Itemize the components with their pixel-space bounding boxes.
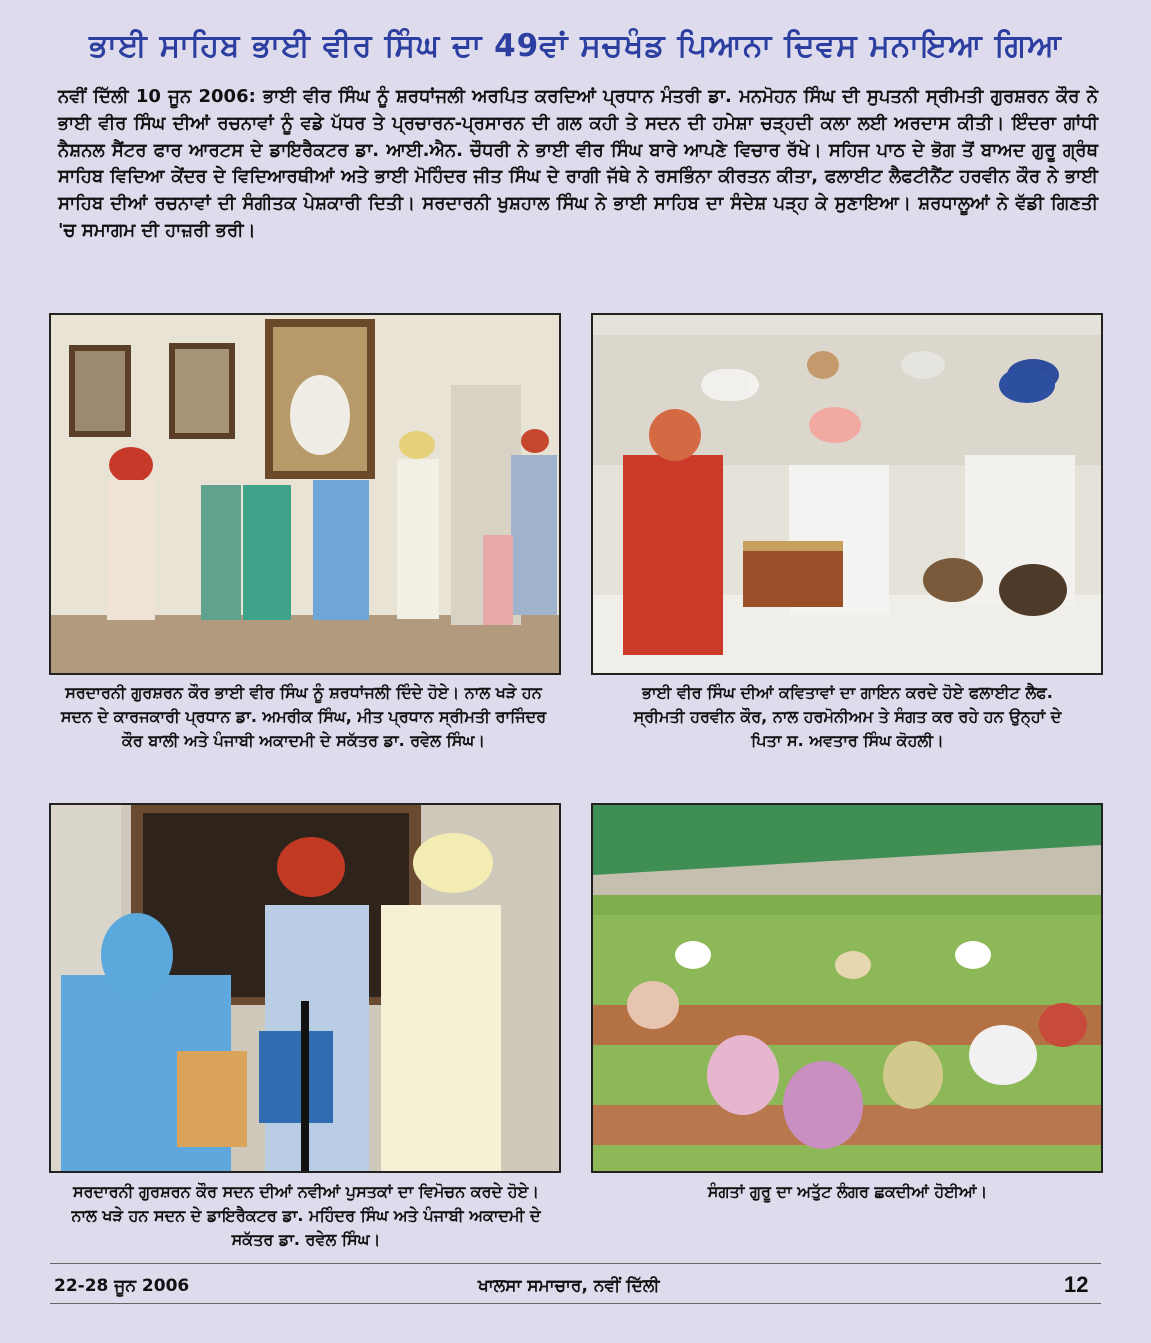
footer-rule-bottom xyxy=(50,1303,1101,1304)
photo-langar xyxy=(591,803,1103,1173)
photo-book-release xyxy=(49,803,561,1173)
footer-date: 22-28 ਜੂਨ 2006 xyxy=(54,1276,190,1296)
caption-langar: ਸੰਗਤਾਂ ਗੁਰੂ ਦਾ ਅਤੁੱਟ ਲੰਗਰ ਛਕਦੀਆਂ ਹੋਈਆਂ। xyxy=(707,1182,988,1201)
footer-rule-top xyxy=(50,1263,1101,1264)
caption-kirtan: ਭਾਈ ਵੀਰ ਸਿੰਘ ਦੀਆਂ ਕਵਿਤਾਵਾਂ ਦਾ ਗਾਇਨ ਕਰਦੇ ਹੋਏ ਫਲਾਈਟ ਲੈਫ. ਸ੍ਰੀਮਤੀ ਹਰਵੀਨ ਕੌਰ, ਨਾਲ ਹਰਮੋਨੀਅਮ ਤੇ ਸੰਗਤ ਕਰ ਰਹੇ ਹਨ ਉਨ੍ਹਾਂ ਦੇ ਪਿਤਾ ਸ. ਅਵਤਾਰ ਸਿੰਘ ਕੋਹਲੀ। xyxy=(633,683,1062,750)
footer-publication: ਖਾਲਸਾ ਸਮਾਚਾਰ, ਨਵੀਂ ਦਿੱਲੀ xyxy=(478,1276,660,1296)
page-number: 12 xyxy=(1064,1272,1089,1297)
photo-tribute xyxy=(49,313,561,675)
article-headline: ਭਾਈ ਸਾਹਿਬ ਭਾਈ ਵੀਰ ਸਿੰਘ ਦਾ 49ਵਾਂ ਸਚਖੰਡ ਪਿਆਨਾ ਦਿਵਸ ਮਨਾਇਆ ਗਿਆ xyxy=(89,28,1062,64)
caption-tribute: ਸਰਦਾਰਨੀ ਗੁਰਸ਼ਰਨ ਕੌਰ ਭਾਈ ਵੀਰ ਸਿੰਘ ਨੂੰ ਸ਼ਰਧਾਂਜਲੀ ਦਿੰਦੇ ਹੋਏ। ਨਾਲ ਖੜੇ ਹਨ ਸਦਨ ਦੇ ਕਾਰਜਕਾਰੀ ਪ੍ਰਧਾਨ ਡਾ. ਅਮਰੀਕ ਸਿੰਘ, ਮੀਤ ਪ੍ਰਧਾਨ ਸ੍ਰੀਮਤੀ ਰਾਜਿੰਦਰ ਕੌਰ ਬਾਲੀ ਅਤੇ ਪੰਜਾਬੀ ਅਕਾਦਮੀ ਦੇ ਸਕੱਤਰ ਡਾ. ਰਵੇਲ ਸਿੰਘ। xyxy=(60,683,547,750)
article-body: ਨਵੀਂ ਦਿੱਲੀ 10 ਜੂਨ 2006: ਭਾਈ ਵੀਰ ਸਿੰਘ ਨੂੰ ਸ਼ਰਧਾਂਜਲੀ ਅਰਪਿਤ ਕਰਦਿਆਂ ਪ੍ਰਧਾਨ ਮੰਤਰੀ ਡਾ. ਮਨਮੋਹਨ ਸਿੰਘ ਦੀ ਸੁਪਤਨੀ ਸ੍ਰੀਮਤੀ ਗੁਰਸ਼ਰਨ ਕੌਰ ਨੇ ਭਾਈ ਵੀਰ ਸਿੰਘ ਦੀਆਂ ਰਚਨਾਵਾਂ ਨੂੰ ਵਡੇ ਪੱਧਰ ਤੇ ਪ੍ਰਚਾਰਨ-ਪ੍ਰਸਾਰਨ ਦੀ ਗਲ ਕਹੀ ਤੇ ਸਦਨ ਦੀ ਹਮੇਸ਼ਾ ਚੜ੍ਹਦੀ ਕਲਾ ਲਈ ਅਰਦਾਸ ਕੀਤੀ। ਇੰਦਰਾ ਗਾਂਧੀ ਨੈਸ਼ਨਲ ਸੈਂਟਰ ਫਾਰ ਆਰਟਸ ਦੇ ਡਾਇਰੈਕਟਰ ਡਾ. ਆਈ.ਐਨ. ਚੌਧਰੀ ਨੇ ਭਾਈ ਵੀਰ ਸਿੰਘ ਬਾਰੇ ਆਪਣੇ ਵਿਚਾਰ ਰੱਖੇ। ਸਹਿਜ ਪਾਠ ਦੇ ਭੋਗ ਤੋਂ ਬਾਅਦ ਗੁਰੂ ਗ੍ਰੰਥ ਸਾਹਿਬ ਵਿਦਿਆ ਕੇਂਦਰ ਦੇ ਵਿਦਿਆਰਥੀਆਂ ਅਤੇ ਭਾਈ ਮੋਹਿੰਦਰ ਜੀਤ ਸਿੰਘ ਦੇ ਰਾਗੀ ਜੱਥੇ ਨੇ ਰਸਭਿੰਨਾ ਕੀਰਤਨ ਕੀਤਾ, ਫਲਾਈਟ ਲੈਫਟੀਨੈਂਟ ਹਰਵੀਨ ਕੌਰ ਨੇ ਭਾਈ ਸਾਹਿਬ ਦੀਆਂ ਰਚਨਾਵਾਂ ਦੀ ਸੰਗੀਤਕ ਪੇਸ਼ਕਾਰੀ ਦਿਤੀ। ਸਰਦਾਰਨੀ ਖੁਸ਼ਹਾਲ ਸਿੰਘ ਨੇ ਭਾਈ ਸਾਹਿਬ ਦਾ ਸੰਦੇਸ਼ ਪੜ੍ਹ ਕੇ ਸੁਣਾਇਆ। ਸ਼ਰਧਾਲੂਆਂ ਨੇ ਵੱਡੀ ਗਿਣਤੀ 'ਚ ਸਮਾਗਮ ਦੀ ਹਾਜ਼ਰੀ ਭਰੀ। xyxy=(58,86,1098,241)
photo-kirtan xyxy=(591,313,1103,675)
caption-book-release: ਸਰਦਾਰਨੀ ਗੁਰਸ਼ਰਨ ਕੌਰ ਸਦਨ ਦੀਆਂ ਨਵੀਆਂ ਪੁਸਤਕਾਂ ਦਾ ਵਿਮੋਚਨ ਕਰਦੇ ਹੋਏ। ਨਾਲ ਖੜੇ ਹਨ ਸਦਨ ਦੇ ਡਾਇਰੈਕਟਰ ਡਾ. ਮਹਿੰਦਰ ਸਿੰਘ ਅਤੇ ਪੰਜਾਬੀ ਅਕਾਦਮੀ ਦੇ ਸਕੱਤਰ ਡਾ. ਰਵੇਲ ਸਿੰਘ। xyxy=(71,1182,541,1249)
